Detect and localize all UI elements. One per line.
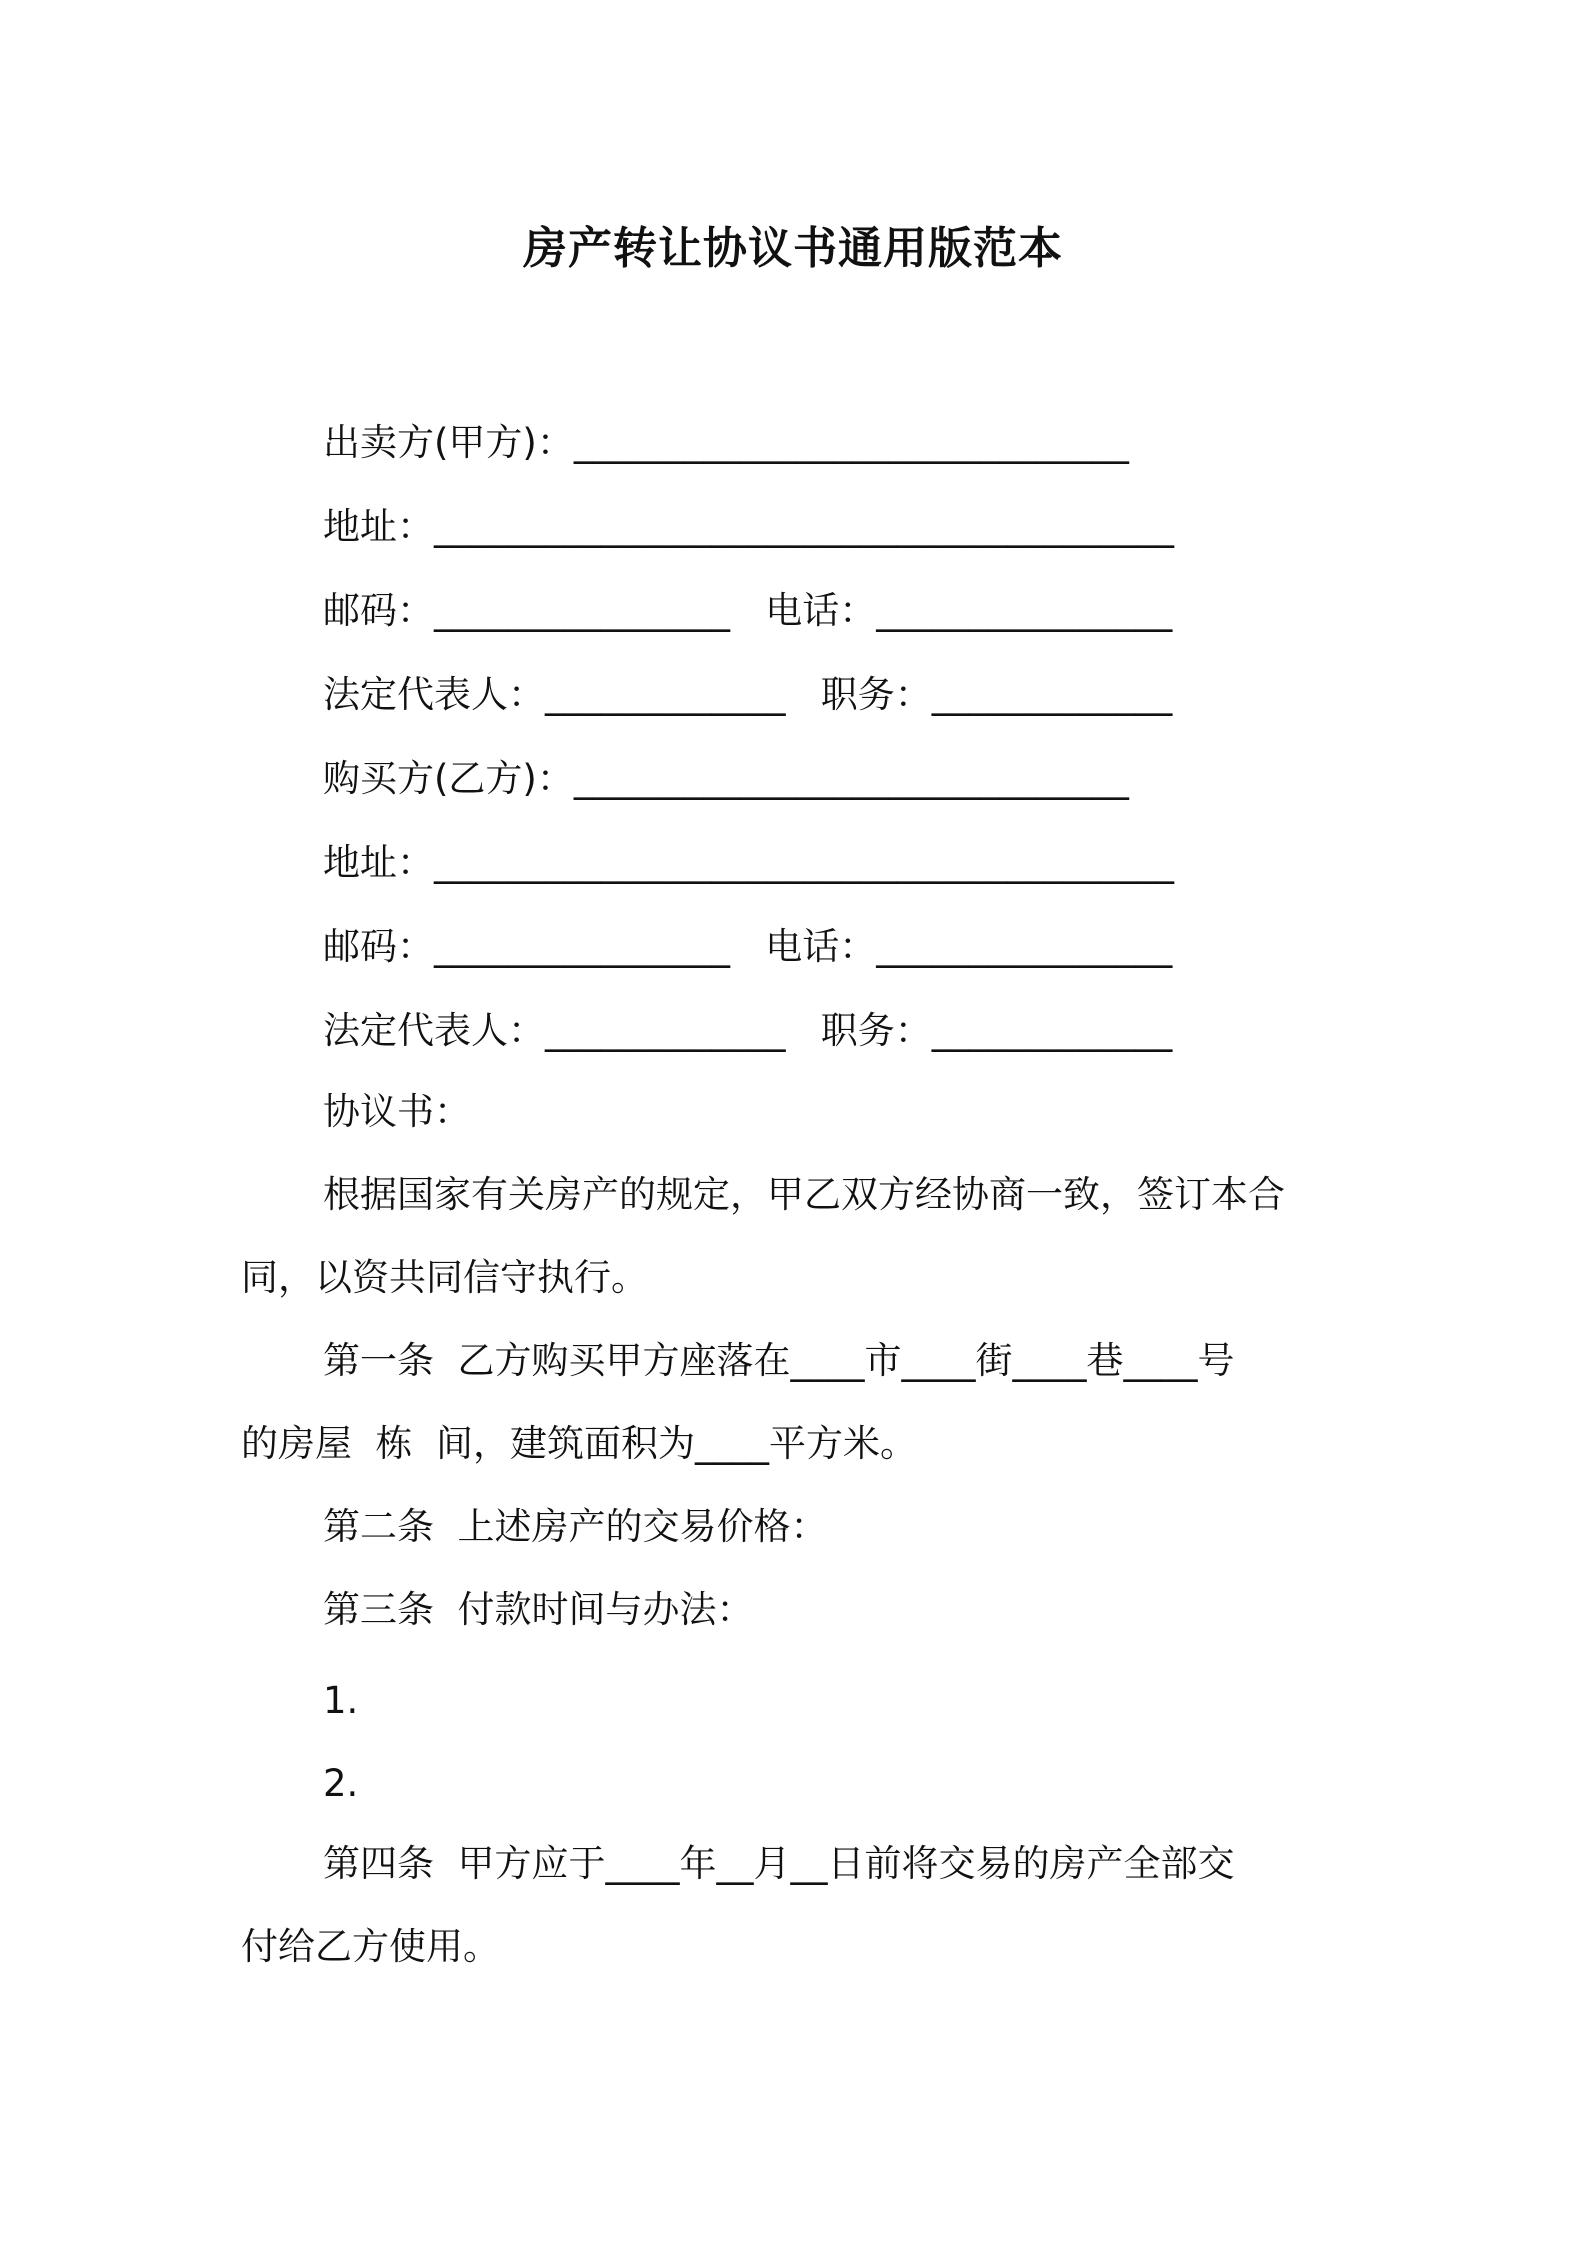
seller-party-line: 出卖方(甲方)：______________________________ bbox=[323, 421, 1129, 464]
seller-zip-phone-line: 邮码：________________ 电话：________________ bbox=[323, 589, 1173, 632]
buyer-zip-phone-line: 邮码：________________ 电话：________________ bbox=[323, 925, 1173, 968]
article-4-line-2: 付给乙方使用。 bbox=[241, 1925, 500, 1968]
document-title: 房产转让协议书通用版范本 bbox=[523, 223, 1063, 274]
buyer-party-line: 购买方(乙方)：______________________________ bbox=[323, 757, 1129, 800]
payment-item-1: 1. bbox=[323, 1679, 359, 1722]
buyer-address-line: 地址：________________________________________ bbox=[323, 841, 1174, 884]
article-4-line-1: 第四条 甲方应于____年__月__日前将交易的房产全部交 bbox=[323, 1842, 1235, 1885]
article-1-line-2: 的房屋 栋 间，建筑面积为____平方米。 bbox=[241, 1422, 918, 1465]
article-3: 第三条 付款时间与办法： bbox=[323, 1588, 754, 1631]
buyer-representative-line: 法定代表人：_____________ 职务：_____________ bbox=[323, 1009, 1173, 1052]
article-2: 第二条 上述房产的交易价格： bbox=[323, 1505, 828, 1548]
seller-representative-line: 法定代表人：_____________ 职务：_____________ bbox=[323, 673, 1173, 716]
preamble-line-1: 根据国家有关房产的规定，甲乙双方经协商一致，签订本合 bbox=[323, 1173, 1285, 1216]
preamble-line-2: 同，以资共同信守执行。 bbox=[241, 1256, 648, 1299]
seller-address-line: 地址：________________________________________ bbox=[323, 505, 1174, 548]
agreement-label: 协议书： bbox=[323, 1090, 471, 1133]
payment-item-2: 2. bbox=[323, 1762, 359, 1805]
article-1-line-1: 第一条 乙方购买甲方座落在____市____街____巷____号 bbox=[323, 1339, 1235, 1382]
